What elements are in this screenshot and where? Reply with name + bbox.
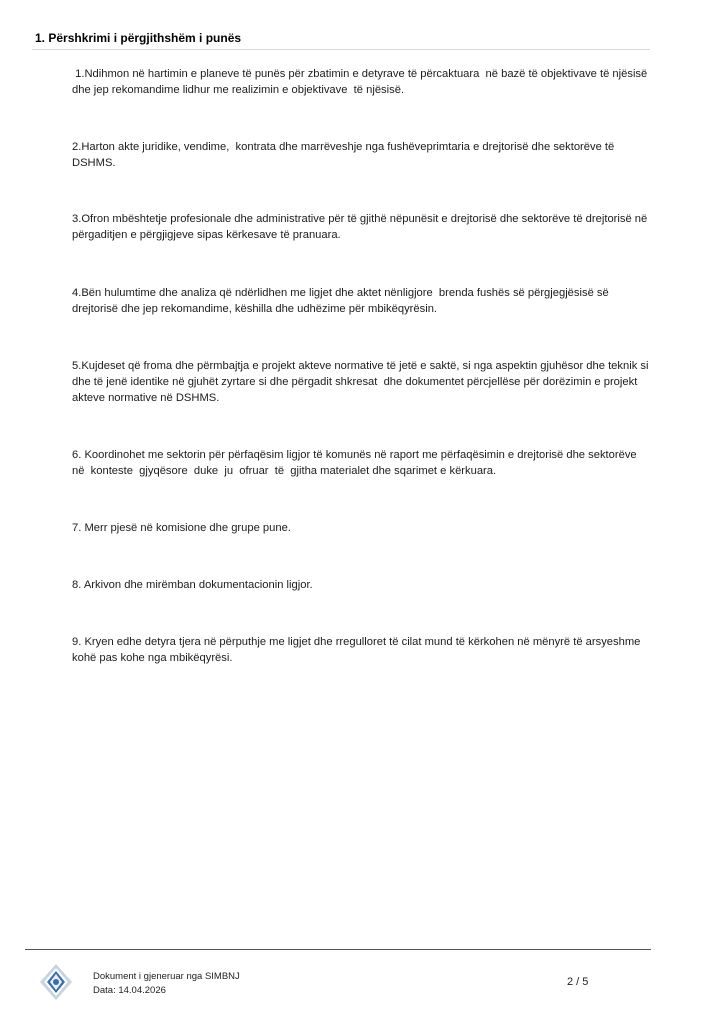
footer-divider: [25, 949, 651, 950]
list-item-7: 7. Merr pjesë në komisione dhe grupe pune.: [72, 522, 291, 534]
list-item-9: 9. Kryen edhe detyra tjera në përputhje me ligjet dhe rregulloret të cilat mund të kërkohen në mënyrë të arsyeshme kohë pas kohe nga mbikëqyrësi.: [72, 636, 644, 664]
list-item-6: 6. Koordinohet me sektorin për përfaqësim ligjor të komunës në raport me përfaqësimin e drejtorisë dhe sektorëve në konteste gjyqësore duke ju ofruar të gjitha materialet dhe sqarimet e kërkuara.: [72, 449, 640, 477]
list-item-5: 5.Kujdeset që froma dhe përmbajtja e projekt akteve normative të jetë e saktë, si nga aspektin gjuhësor dhe teknik si dhe të jenë identike në gjuhët zyrtare si dhe përgadit shkresat dhe dokumentet përcjellëse për dorëzimin e projekt akteve normative në DSHMS.: [72, 360, 652, 404]
list-item-4: 4.Bën hulumtime dhe analiza që ndërlidhen me ligjet dhe aktet nënligjore brenda fushës së përgjegjësisë së drejtorisë dhe jep rekomandime, këshilla dhe udhëzime për mbikëqyrësin.: [72, 287, 612, 315]
list-item-2: 2.Harton akte juridike, vendime, kontrata dhe marrëveshje nga fushëveprimtaria e drejtorisë dhe sektorëve të DSHMS.: [72, 141, 618, 169]
section-title: 1. Përshkrimi i përgjithshëm i punës: [35, 31, 242, 45]
title-divider: [32, 49, 650, 50]
list-item-8: 8. Arkivon dhe mirëmban dokumentacionin ligjor.: [72, 579, 313, 591]
footer-date: Data: 14.04.2026: [93, 985, 166, 996]
list-item-3: 3.Ofron mbështetje profesionale dhe administrative për të gjithë nëpunësit e drejtorisë dhe sektorëve të drejtorisë në përgaditjen e përgjigjeve sipas kërkesave të pranuara.: [72, 213, 651, 241]
page-number: 2 / 5: [567, 976, 589, 988]
simbnj-logo-icon: [36, 962, 76, 1002]
list-item-1: 1.Ndihmon në hartimin e planeve të punës për zbatimin e detyrave të përcaktuara në bazë të objektivave të njësisë dhe jep rekomandime lidhur me realizimin e objektivave të njësisë.: [72, 68, 651, 96]
footer-generated-by: Dokument i gjeneruar nga SIMBNJ: [93, 971, 240, 982]
